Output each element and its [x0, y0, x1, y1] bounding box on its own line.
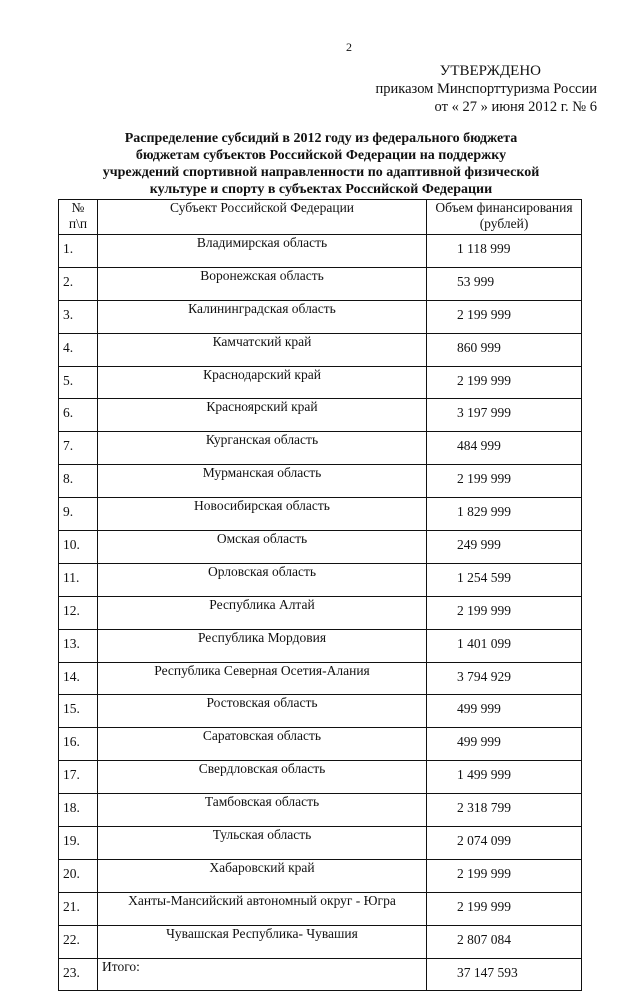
row-number: 18.: [59, 794, 98, 827]
row-amount: 499 999: [427, 728, 582, 761]
table-row: [59, 235, 582, 268]
table-row: [59, 596, 582, 629]
row-subject: Мурманская область: [98, 465, 427, 498]
table-row: [59, 498, 582, 531]
row-amount: 2 199 999: [427, 596, 582, 629]
row-amount: 2 199 999: [427, 859, 582, 892]
row-number: 14.: [59, 662, 98, 695]
row-number: 17.: [59, 761, 98, 794]
table-row: [59, 892, 582, 925]
header-number: № п\п: [59, 200, 98, 235]
row-amount: 2 199 999: [427, 465, 582, 498]
row-amount: 499 999: [427, 695, 582, 728]
table-row: [59, 662, 582, 695]
row-subject: Владимирская область: [98, 235, 427, 268]
row-number: 9.: [59, 498, 98, 531]
row-subject: Воронежская область: [98, 267, 427, 300]
row-number: 20.: [59, 859, 98, 892]
row-amount: 2 199 999: [427, 892, 582, 925]
row-subject: Хабаровский край: [98, 859, 427, 892]
row-subject: Свердловская область: [98, 761, 427, 794]
table-row: [59, 399, 582, 432]
row-amount: 1 829 999: [427, 498, 582, 531]
row-amount: 2 318 799: [427, 794, 582, 827]
row-subject: Калининградская область: [98, 300, 427, 333]
table-row: [59, 563, 582, 596]
row-subject: Саратовская область: [98, 728, 427, 761]
row-subject: Орловская область: [98, 563, 427, 596]
table-row: [59, 859, 582, 892]
subsidy-table: [58, 199, 582, 991]
row-amount: 1 499 999: [427, 761, 582, 794]
row-amount: 2 199 999: [427, 300, 582, 333]
row-number: 6.: [59, 399, 98, 432]
table-row: [59, 366, 582, 399]
row-number: 15.: [59, 695, 98, 728]
row-number: 2.: [59, 267, 98, 300]
row-number: 10.: [59, 531, 98, 564]
document-title: Распределение субсидий в 2012 году из федерального бюджета бюджетам субъектов Российской Федерации на поддержку учреждений спортивной направленности по адаптивной физической культуре и спорту в субъектах Российской Федерации: [102, 131, 540, 197]
table-row: [59, 925, 582, 958]
row-number: 21.: [59, 892, 98, 925]
row-number: 12.: [59, 596, 98, 629]
row-number: 19.: [59, 827, 98, 860]
row-subject: Тамбовская область: [98, 794, 427, 827]
table-row: [59, 827, 582, 860]
table-row: [59, 728, 582, 761]
total-amount: 37 147 593: [427, 958, 582, 991]
approval-order-line: приказом Минспорттуризма России: [375, 81, 597, 97]
table-row: [59, 432, 582, 465]
row-subject: Камчатский край: [98, 333, 427, 366]
table-row: [59, 761, 582, 794]
row-subject: Ростовская область: [98, 695, 427, 728]
row-number: 13.: [59, 629, 98, 662]
row-subject: Курганская область: [98, 432, 427, 465]
row-number: 1.: [59, 235, 98, 268]
row-number: 7.: [59, 432, 98, 465]
table-row: [59, 465, 582, 498]
page-number: 2: [346, 40, 352, 54]
table-row: [59, 695, 582, 728]
row-amount: 484 999: [427, 432, 582, 465]
approval-stamp: [376, 62, 597, 116]
table-row: [59, 300, 582, 333]
row-number: 16.: [59, 728, 98, 761]
approved-heading: УТВЕРЖДЕНО: [439, 63, 541, 79]
table-row: [59, 267, 582, 300]
table-header-row: [59, 200, 582, 235]
row-number: 22.: [59, 925, 98, 958]
row-amount: 3 197 999: [427, 399, 582, 432]
total-row: [59, 958, 582, 991]
row-amount: 3 794 929: [427, 662, 582, 695]
row-subject: Красноярский край: [98, 399, 427, 432]
row-number: 4.: [59, 333, 98, 366]
row-number: 3.: [59, 300, 98, 333]
row-amount: 1 401 099: [427, 629, 582, 662]
row-amount: 1 254 599: [427, 563, 582, 596]
header-amount: Объем финансирования (рублей): [427, 200, 582, 235]
row-number: 11.: [59, 563, 98, 596]
row-subject: Новосибирская область: [98, 498, 427, 531]
table-body: [59, 235, 582, 991]
row-amount: 2 074 099: [427, 827, 582, 860]
total-label: Итого:: [98, 958, 427, 991]
table-row: [59, 531, 582, 564]
table-row: [59, 794, 582, 827]
row-number: 8.: [59, 465, 98, 498]
row-subject: Тульская область: [98, 827, 427, 860]
row-subject: Ханты-Мансийский автономный округ - Югра: [98, 892, 427, 925]
table-row: [59, 629, 582, 662]
row-subject: Краснодарский край: [98, 366, 427, 399]
row-subject: Республика Мордовия: [98, 629, 427, 662]
row-amount: 53 999: [427, 267, 582, 300]
row-subject: Чувашская Республика- Чувашия: [98, 925, 427, 958]
approval-date-line: от « 27 » июня 2012 г. № 6: [434, 99, 597, 115]
row-subject: Омская область: [98, 531, 427, 564]
row-amount: 860 999: [427, 333, 582, 366]
total-number: 23.: [59, 958, 98, 991]
row-amount: 2 199 999: [427, 366, 582, 399]
row-subject: Республика Северная Осетия-Алания: [98, 662, 427, 695]
row-number: 5.: [59, 366, 98, 399]
row-amount: 2 807 084: [427, 925, 582, 958]
header-subject: Субъект Российской Федерации: [98, 200, 427, 235]
row-subject: Республика Алтай: [98, 596, 427, 629]
table-row: [59, 333, 582, 366]
row-amount: 1 118 999: [427, 235, 582, 268]
row-amount: 249 999: [427, 531, 582, 564]
